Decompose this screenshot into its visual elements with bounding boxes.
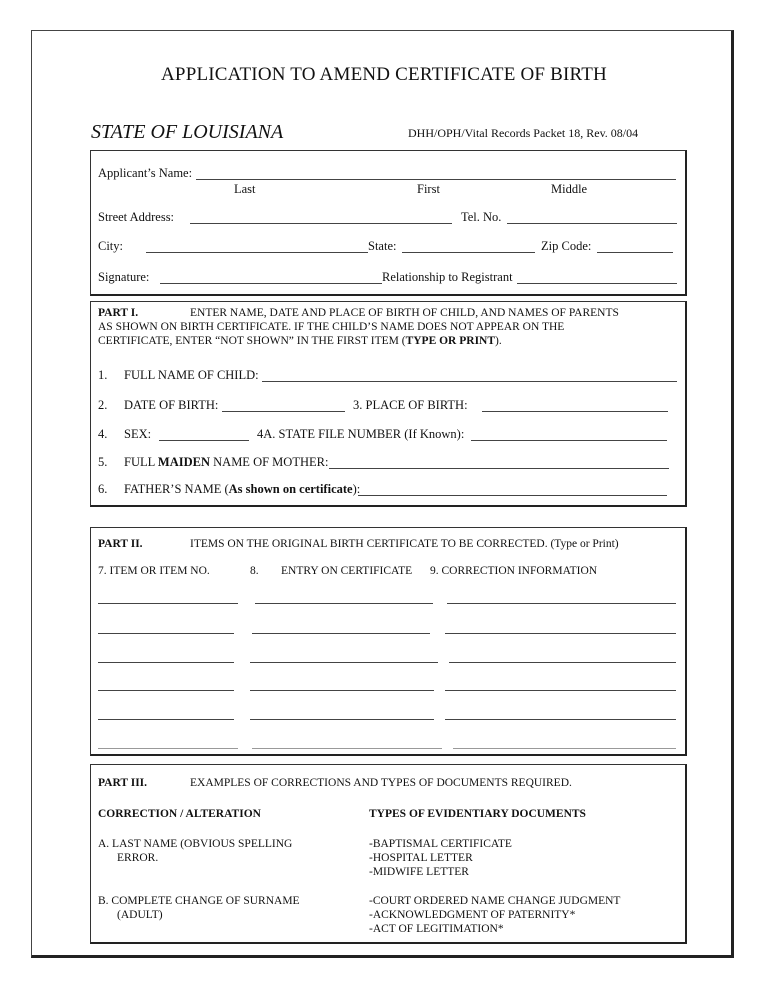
documents-column-header: TYPES OF EVIDENTIARY DOCUMENTS (369, 808, 586, 820)
column-8-number: 8. (250, 565, 259, 577)
date-of-birth-field[interactable] (222, 411, 345, 412)
city-field[interactable] (146, 252, 368, 253)
form-title: APPLICATION TO AMEND CERTIFICATE OF BIRTH (161, 64, 607, 85)
mother-maiden-name-label: FULL MAIDEN NAME OF MOTHER: (124, 455, 329, 469)
father-name-label: FATHER’S NAME (As shown on certificate): (124, 482, 361, 496)
part3-heading: PART III. (98, 777, 148, 789)
correction-information-field[interactable] (453, 748, 676, 749)
place-of-birth-field[interactable] (482, 411, 668, 412)
part3-instruction: EXAMPLES OF CORRECTIONS AND TYPES OF DOCUMENTS REQUIRED. (190, 777, 572, 789)
date-of-birth-label: DATE OF BIRTH: (124, 398, 219, 412)
correction-a-line1: A. LAST NAME (OBVIOUS SPELLING (98, 838, 293, 850)
q4-number: 4. (98, 427, 108, 441)
correction-b-line1: B. COMPLETE CHANGE OF SURNAME (98, 895, 300, 907)
entry-on-certificate-field[interactable] (250, 690, 434, 691)
entry-on-certificate-field[interactable] (255, 603, 433, 604)
entry-on-certificate-field[interactable] (252, 748, 442, 749)
tel-no-label: Tel. No. (461, 210, 502, 224)
part2-instruction: ITEMS ON THE ORIGINAL BIRTH CERTIFICATE TO BE CORRECTED. (Type or Print) (190, 538, 619, 550)
state-file-number-field[interactable] (471, 440, 667, 441)
column-item-no: 7. ITEM OR ITEM NO. (98, 565, 210, 577)
sex-field[interactable] (159, 440, 249, 441)
applicant-name-label: Applicant’s Name: (98, 166, 193, 180)
place-of-birth-label: 3. PLACE OF BIRTH: (353, 398, 468, 412)
part2-heading: PART II. (98, 538, 143, 550)
middle-name-caption: Middle (551, 182, 588, 196)
part1-instruction-line3: CERTIFICATE, ENTER “NOT SHOWN” IN THE FIRST ITEM (TYPE OR PRINT). (98, 335, 502, 347)
corrections-column-header: CORRECTION / ALTERATION (98, 808, 261, 820)
signature-field[interactable] (160, 283, 382, 284)
correction-information-field[interactable] (445, 690, 676, 691)
child-full-name-label: FULL NAME OF CHILD: (124, 368, 259, 382)
item-no-field[interactable] (98, 690, 234, 691)
item-no-field[interactable] (98, 748, 238, 749)
entry-on-certificate-field[interactable] (250, 719, 434, 720)
q5-number: 5. (98, 455, 108, 469)
document-item: -COURT ORDERED NAME CHANGE JUDGMENT (369, 895, 621, 907)
applicant-name-field[interactable] (196, 179, 676, 180)
q6-number: 6. (98, 482, 108, 496)
part1-instruction-line1: ENTER NAME, DATE AND PLACE OF BIRTH OF CHILD, AND NAMES OF PARENTS (190, 307, 619, 319)
street-address-label: Street Address: (98, 210, 175, 224)
column-correction-information: 9. CORRECTION INFORMATION (430, 565, 598, 577)
zip-code-field[interactable] (597, 252, 673, 253)
document-item: -ACT OF LEGITIMATION* (369, 923, 504, 935)
q2-number: 2. (98, 398, 108, 412)
signature-label: Signature: (98, 270, 150, 284)
entry-on-certificate-field[interactable] (252, 633, 430, 634)
city-label: City: (98, 239, 124, 253)
item-no-field[interactable] (98, 603, 238, 604)
document-item: -MIDWIFE LETTER (369, 866, 469, 878)
item-no-field[interactable] (98, 719, 234, 720)
tel-no-field[interactable] (507, 223, 677, 224)
item-no-field[interactable] (98, 662, 234, 663)
mother-maiden-name-field[interactable] (329, 468, 669, 469)
entry-on-certificate-field[interactable] (250, 662, 438, 663)
sex-label: SEX: (124, 427, 152, 441)
relationship-field[interactable] (517, 283, 677, 284)
part2-section (90, 527, 687, 756)
part1-instruction-line2: AS SHOWN ON BIRTH CERTIFICATE. IF THE CHILD’S NAME DOES NOT APPEAR ON THE (98, 321, 565, 333)
street-address-field[interactable] (190, 223, 452, 224)
father-name-field[interactable] (358, 495, 667, 496)
correction-information-field[interactable] (445, 719, 676, 720)
correction-information-field[interactable] (447, 603, 676, 604)
relationship-label: Relationship to Registrant (382, 270, 513, 284)
correction-a-line2: ERROR. (117, 852, 159, 864)
part1-heading: PART I. (98, 307, 139, 319)
correction-b-line2: (ADULT) (117, 909, 163, 921)
document-item: -BAPTISMAL CERTIFICATE (369, 838, 512, 850)
packet-reference: DHH/OPH/Vital Records Packet 18, Rev. 08/04 (408, 126, 639, 140)
state-file-number-label: 4A. STATE FILE NUMBER (If Known): (257, 427, 465, 441)
first-name-caption: First (417, 182, 440, 196)
state-label: State: (368, 239, 397, 253)
document-item: -ACKNOWLEDGMENT OF PATERNITY* (369, 909, 576, 921)
correction-information-field[interactable] (445, 633, 676, 634)
column-entry-on-certificate: ENTRY ON CERTIFICATE (281, 565, 413, 577)
correction-information-field[interactable] (449, 662, 676, 663)
last-name-caption: Last (234, 182, 256, 196)
state-field[interactable] (402, 252, 535, 253)
document-item: -HOSPITAL LETTER (369, 852, 473, 864)
item-no-field[interactable] (98, 633, 234, 634)
state-name: STATE OF LOUISIANA (91, 121, 284, 143)
q1-number: 1. (98, 368, 108, 382)
zip-code-label: Zip Code: (541, 239, 592, 253)
child-full-name-field[interactable] (262, 381, 677, 382)
